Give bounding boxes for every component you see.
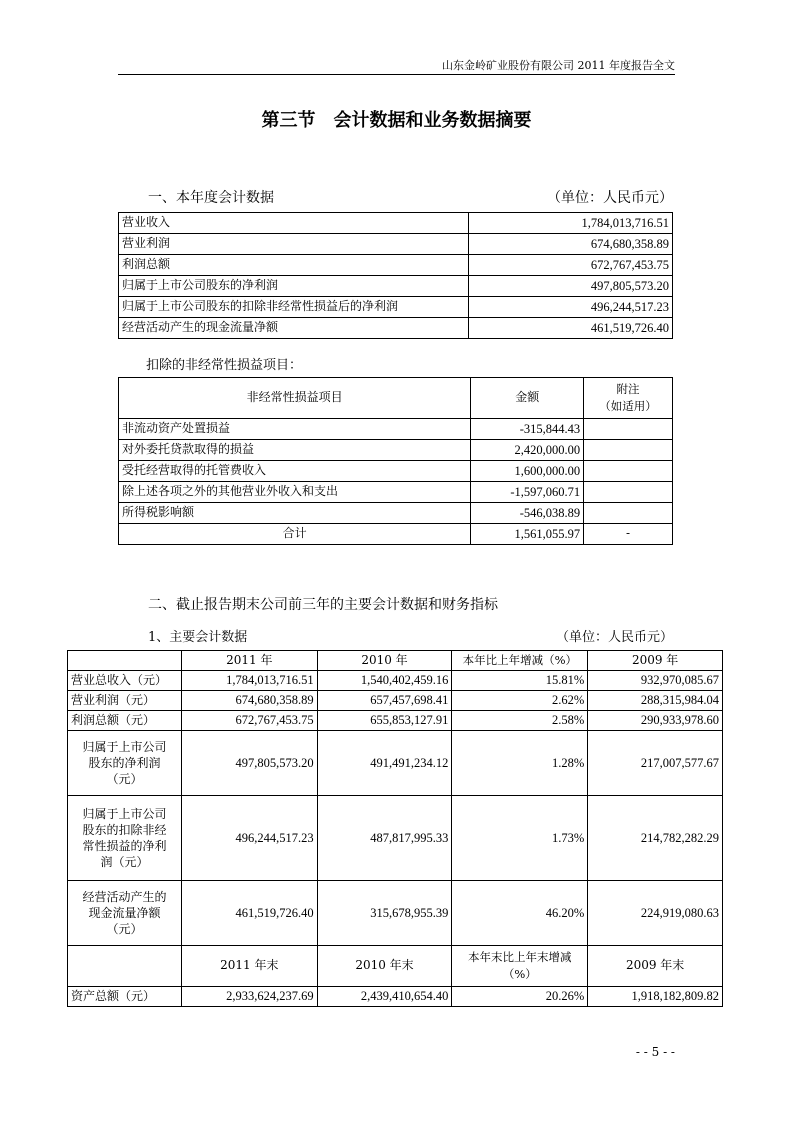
row-value: 672,767,453.75 — [468, 255, 672, 276]
row-label-line: 常性损益的净利 — [82, 839, 167, 853]
table-row — [68, 691, 723, 711]
row-label: 归属于上市公司股东的扣除非经常性损益后的净利润 — [119, 297, 469, 318]
row-value: 496,244,517.23 — [468, 297, 672, 318]
value-2011: 497,805,573.20 — [181, 731, 317, 796]
value-2009: 224,919,080.63 — [588, 881, 723, 946]
table-row — [68, 731, 723, 796]
part1-heading: 一、本年度会计数据 — [148, 190, 274, 206]
row-label: 资产总额（元） — [68, 987, 182, 1007]
part1-unit: （单位：人民币元） — [547, 190, 673, 206]
three-year-accounting-data-table — [67, 650, 723, 1007]
value-2010: 657,457,698.41 — [317, 691, 452, 711]
column-header-note — [584, 378, 673, 419]
part1b-heading: 扣除的非经常性损益项目： — [146, 358, 303, 373]
row-label: 营业收入 — [119, 213, 469, 234]
column-header-2009: 2009 年 — [588, 651, 723, 671]
change-header-line: （%） — [502, 967, 537, 981]
row-label: 营业利润（元） — [68, 691, 182, 711]
value-change: 20.26% — [452, 987, 588, 1007]
row-label: 利润总额 — [119, 255, 469, 276]
table-row — [119, 297, 673, 318]
row-label-line: 归属于上市公司 — [82, 806, 167, 821]
row-amount: -546,038.89 — [471, 503, 584, 524]
part2-unit: （单位：人民币元） — [555, 630, 673, 645]
row-label-line: （元） — [106, 772, 143, 787]
table-total-row — [119, 524, 673, 545]
row-value: 674,680,358.89 — [468, 234, 672, 255]
row-label: 所得税影响额 — [119, 503, 471, 524]
table-row — [119, 461, 673, 482]
table-row — [119, 276, 673, 297]
annual-accounting-data-table — [118, 212, 673, 339]
column-header-amount: 金额 — [471, 378, 584, 419]
row-label: 经营活动产生的现金流量净额 — [119, 318, 469, 339]
column-header-2011-end: 2011 年末 — [181, 946, 317, 987]
total-amount: 1,561,055.97 — [471, 524, 584, 545]
row-label: 除上述各项之外的其他营业外收入和支出 — [119, 482, 471, 503]
value-2011: 674,680,358.89 — [181, 691, 317, 711]
table-row — [68, 987, 723, 1007]
value-2010: 487,817,995.33 — [317, 796, 452, 881]
column-header-2009-end: 2009 年末 — [588, 946, 723, 987]
value-change: 15.81% — [452, 671, 588, 691]
row-label-line: 归属于上市公司 — [82, 739, 167, 754]
column-header-2011: 2011 年 — [181, 651, 317, 671]
value-2009: 290,933,978.60 — [588, 711, 723, 731]
part2-heading: 二、截止报告期末公司前三年的主要会计数据和财务指标 — [148, 597, 498, 613]
row-amount: -1,597,060.71 — [471, 482, 584, 503]
table-header-row — [119, 378, 673, 419]
table-row — [119, 419, 673, 440]
section-title: 第三节 会计数据和业务数据摘要 — [261, 110, 532, 131]
row-note — [584, 461, 673, 482]
column-header-change: 本年比上年增减（%） — [452, 651, 588, 671]
table-row — [119, 482, 673, 503]
row-value: 461,519,726.40 — [468, 318, 672, 339]
row-value: 1,784,013,716.51 — [468, 213, 672, 234]
row-amount: -315,844.43 — [471, 419, 584, 440]
row-label-line: 润（元） — [100, 855, 149, 870]
row-label: 非流动资产处置损益 — [119, 419, 471, 440]
row-label — [68, 731, 182, 796]
table-row — [119, 213, 673, 234]
row-note — [584, 440, 673, 461]
page-number: - - 5 - - — [635, 1045, 675, 1059]
row-label: 营业利润 — [119, 234, 469, 255]
row-label-line: （元） — [106, 922, 143, 937]
value-2010: 655,853,127.91 — [317, 711, 452, 731]
value-change: 1.28% — [452, 731, 588, 796]
row-label-line: 现金流量净额 — [88, 905, 161, 920]
value-2010: 2,439,410,654.40 — [317, 987, 452, 1007]
row-label — [68, 881, 182, 946]
row-value: 497,805,573.20 — [468, 276, 672, 297]
row-amount: 2,420,000.00 — [471, 440, 584, 461]
row-label — [68, 796, 182, 881]
row-note — [584, 419, 673, 440]
value-change: 46.20% — [452, 881, 588, 946]
table-row — [119, 440, 673, 461]
row-label: 归属于上市公司股东的净利润 — [119, 276, 469, 297]
row-amount: 1,600,000.00 — [471, 461, 584, 482]
column-header-change-end — [452, 946, 588, 987]
value-2011: 1,784,013,716.51 — [181, 671, 317, 691]
table-row — [119, 318, 673, 339]
value-2011: 672,767,453.75 — [181, 711, 317, 731]
header-blank — [68, 946, 182, 987]
value-2010: 315,678,955.39 — [317, 881, 452, 946]
value-2010: 1,540,402,459.16 — [317, 671, 452, 691]
value-2009: 932,970,085.67 — [588, 671, 723, 691]
note-header-line: 附注 — [616, 381, 640, 396]
note-header-line: （如适用） — [599, 399, 657, 413]
value-2011: 461,519,726.40 — [181, 881, 317, 946]
table-row — [68, 881, 723, 946]
table-header-row — [68, 946, 723, 987]
row-label: 对外委托贷款取得的损益 — [119, 440, 471, 461]
table-row — [119, 503, 673, 524]
value-2009: 288,315,984.04 — [588, 691, 723, 711]
value-2011: 496,244,517.23 — [181, 796, 317, 881]
table-row — [68, 796, 723, 881]
row-label: 利润总额（元） — [68, 711, 182, 731]
table-header-row — [68, 651, 723, 671]
column-header-item: 非经常性损益项目 — [119, 378, 471, 419]
value-2009: 214,782,282.29 — [588, 796, 723, 881]
total-label: 合计 — [119, 524, 471, 545]
value-2009: 217,007,577.67 — [588, 731, 723, 796]
row-label-line: 股东的净利润 — [88, 755, 161, 770]
value-change: 2.58% — [452, 711, 588, 731]
value-2010: 491,491,234.12 — [317, 731, 452, 796]
change-header-line: 本年末比上年末增减 — [468, 949, 572, 964]
part2-subheading: 1、主要会计数据 — [148, 630, 248, 645]
column-header-2010-end: 2010 年末 — [317, 946, 452, 987]
column-header-2010: 2010 年 — [317, 651, 452, 671]
value-2009: 1,918,182,809.82 — [588, 987, 723, 1007]
table-row — [68, 711, 723, 731]
row-label: 受托经营取得的托管费收入 — [119, 461, 471, 482]
non-recurring-items-table — [118, 377, 673, 545]
row-note — [584, 482, 673, 503]
page-header-title: 山东金岭矿业股份有限公司 2011 年度报告全文 — [442, 59, 675, 72]
value-2011: 2,933,624,237.69 — [181, 987, 317, 1007]
total-note: - — [584, 524, 673, 545]
table-row — [119, 255, 673, 276]
value-change: 1.73% — [452, 796, 588, 881]
table-row — [68, 671, 723, 691]
header-blank — [68, 651, 182, 671]
row-label: 营业总收入（元） — [68, 671, 182, 691]
table-row — [119, 234, 673, 255]
row-label-line: 经营活动产生的 — [82, 889, 167, 904]
row-label-line: 股东的扣除非经 — [82, 822, 167, 837]
header-rule — [118, 74, 675, 75]
row-note — [584, 503, 673, 524]
value-change: 2.62% — [452, 691, 588, 711]
